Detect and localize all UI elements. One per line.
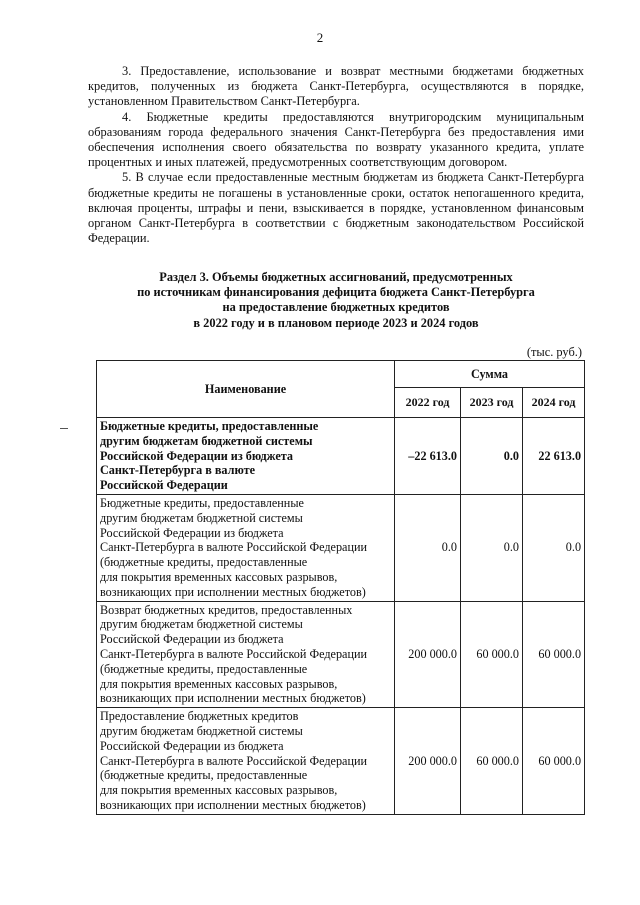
paragraph-5: 5. В случае если предоставленные местным бюджетам из бюджета Санкт-Петербурга бюджетные кредиты не погашены в установленные сроки, остаток непогашенного кредита, включая проценты, штрафы и пени, взыскивается в порядке, установленном финансовым органом Санкт-Петербурга в соответствии с бюджетным законодательством Российской Федерации. — [88, 170, 584, 246]
header-sum: Сумма — [395, 361, 585, 388]
row-name-line: другим бюджетам бюджетной системы — [100, 617, 303, 632]
row-name-line: Бюджетные кредиты, предоставленные — [100, 495, 304, 510]
margin-mark — [60, 428, 68, 429]
row-value-2022: 200 000.0 — [395, 708, 461, 815]
row-value-2022: 0.0 — [395, 494, 461, 601]
header-name: Наименование — [97, 361, 395, 418]
row-name-line: Российской Федерации из бюджета — [100, 448, 293, 463]
row-name-line: Санкт-Петербурга в валюте — [100, 463, 256, 478]
header-year-2022: 2022 год — [395, 388, 461, 418]
row-value-2023: 0.0 — [461, 494, 523, 601]
row-value-2022: 200 000.0 — [395, 601, 461, 708]
row-name-line: (бюджетные кредиты, предоставленные — [100, 768, 308, 783]
row-name-line: для покрытия временных кассовых разрывов, — [100, 783, 338, 798]
body-paragraphs — [88, 64, 584, 246]
row-name-line: возникающих при исполнении местных бюджетов) — [100, 584, 366, 599]
row-name-line: Российской Федерации — [100, 478, 228, 493]
row-name-line: Российской Федерации из бюджета — [100, 525, 284, 540]
section-heading — [88, 270, 584, 331]
row-value-2022: –22 613.0 — [395, 418, 461, 495]
row-name-line: другим бюджетам бюджетной системы — [100, 723, 303, 738]
row-name-line: (бюджетные кредиты, предоставленные — [100, 555, 308, 570]
row-name — [97, 418, 395, 495]
row-value-2023: 0.0 — [461, 418, 523, 495]
row-value-2024: 60 000.0 — [523, 601, 585, 708]
row-name-line: для покрытия временных кассовых разрывов, — [100, 569, 338, 584]
row-name-line: Санкт-Петербурга в валюте Российской Федерации — [100, 540, 368, 555]
row-name-line: другим бюджетам бюджетной системы — [100, 510, 303, 525]
units-label: (тыс. руб.) — [526, 345, 582, 359]
section-heading-line: по источникам финансирования дефицита бюджета Санкт-Петербурга — [137, 285, 535, 300]
section-heading-line: Раздел 3. Объемы бюджетных ассигнований, предусмотренных — [159, 270, 513, 284]
row-name-line: другим бюджетам бюджетной системы — [100, 433, 313, 448]
row-name-line: Российской Федерации из бюджета — [100, 738, 284, 753]
paragraph-4: 4. Бюджетные кредиты предоставляются внутригородским муниципальным образованиям города федерального значения Санкт-Петербурга без предоставления ими обеспечения исполнения своего обязательства по возврату указанного кредита, уплате процентных и иных платежей, предусмотренных соответствующим договором. — [88, 109, 584, 170]
row-name-line: Возврат бюджетных кредитов, предоставленных — [100, 602, 353, 617]
row-name — [97, 708, 395, 815]
row-name-line: (бюджетные кредиты, предоставленные — [100, 661, 308, 676]
row-name — [97, 601, 395, 708]
header-year-2024: 2024 год — [523, 388, 585, 418]
page-number: 2 — [316, 30, 324, 45]
table-row — [97, 601, 585, 708]
row-name-line: Санкт-Петербурга в валюте Российской Федерации — [100, 753, 368, 768]
row-name-line: Предоставление бюджетных кредитов — [100, 709, 299, 724]
row-name-line: возникающих при исполнении местных бюджетов) — [100, 691, 366, 706]
row-value-2024: 0.0 — [523, 494, 585, 601]
section-heading-line: в 2022 году и в плановом периоде 2023 и 2024 годов — [193, 315, 479, 330]
table-row — [97, 494, 585, 601]
header-year-2023: 2023 год — [461, 388, 523, 418]
row-value-2024: 60 000.0 — [523, 708, 585, 815]
table-row — [97, 418, 585, 495]
row-name — [97, 494, 395, 601]
row-name-line: возникающих при исполнении местных бюджетов) — [100, 797, 366, 812]
budget-table — [96, 360, 585, 815]
row-value-2024: 22 613.0 — [523, 418, 585, 495]
row-value-2023: 60 000.0 — [461, 601, 523, 708]
paragraph-3: 3. Предоставление, использование и возврат местными бюджетами бюджетных кредитов, полученных из бюджета Санкт-Петербурга, осуществляются в порядке, установленном Правительством Санкт-Петербурга. — [88, 64, 584, 109]
table-row — [97, 708, 585, 815]
row-name-line: для покрытия временных кассовых разрывов, — [100, 676, 338, 691]
section-heading-line: на предоставление бюджетных кредитов — [222, 300, 450, 315]
row-name-line: Российской Федерации из бюджета — [100, 632, 284, 647]
row-name-line: Санкт-Петербурга в валюте Российской Федерации — [100, 646, 368, 661]
row-value-2023: 60 000.0 — [461, 708, 523, 815]
row-name-line: Бюджетные кредиты, предоставленные — [100, 419, 319, 433]
